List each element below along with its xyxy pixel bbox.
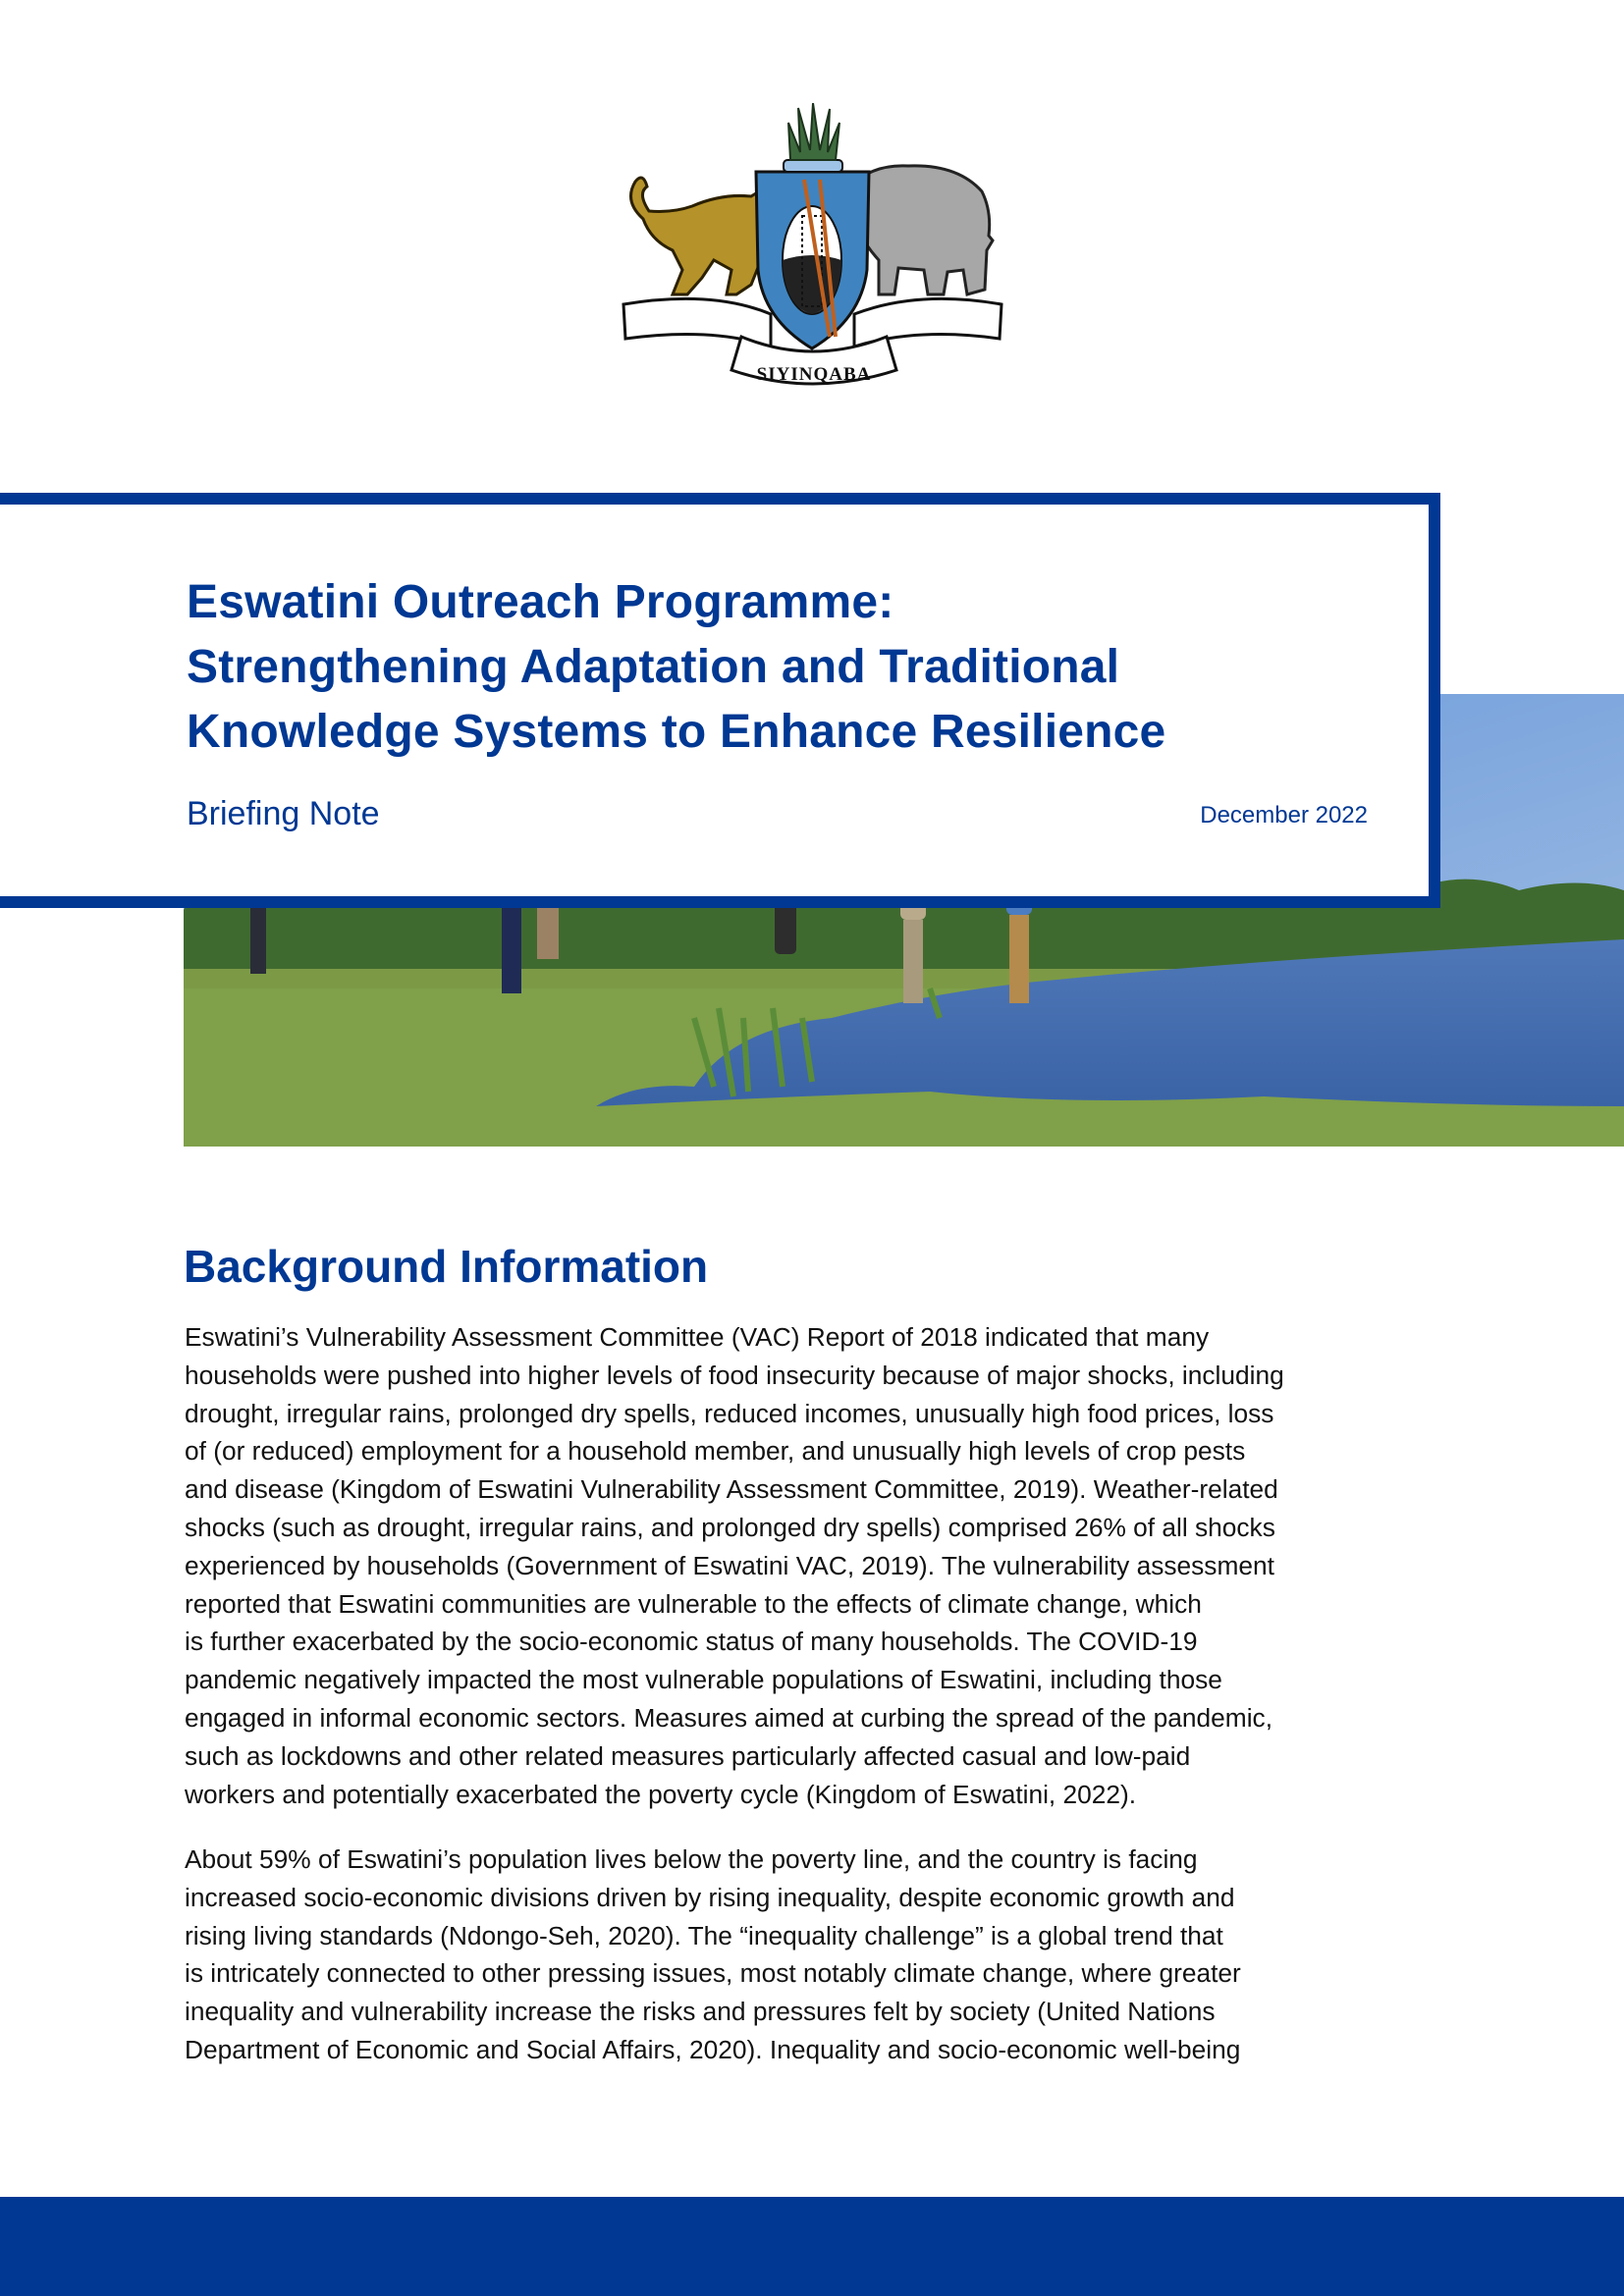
- title-box: [0, 493, 1440, 908]
- text-line: Department of Economic and Social Affairs, 2020). Inequality and socio-economic well-being: [185, 2034, 1241, 2064]
- text-line: Eswatini’s Vulnerability Assessment Committee (VAC) Report of 2018 indicated that many: [185, 1322, 1210, 1352]
- text-line: experienced by households (Government of Eswatini VAC, 2019). The vulnerability assessment: [185, 1550, 1274, 1580]
- text-line: inequality and vulnerability increase the risks and pressures felt by society (United Nations: [185, 1997, 1216, 2027]
- text-line: drought, irregular rains, prolonged dry spells, reduced incomes, unusually high food prices, loss: [185, 1398, 1274, 1428]
- body-paragraph: [185, 1841, 1451, 2069]
- coat-of-arms-emblem: [604, 103, 1021, 398]
- text-line: and disease (Kingdom of Eswatini Vulnerability Assessment Committee, 2019). Weather-related: [185, 1474, 1278, 1505]
- section-heading: Background Information: [184, 1241, 709, 1292]
- document-title: [187, 570, 1394, 765]
- text-line: rising living standards (Ndongo-Seh, 2020). The “inequality challenge” is a global trend that: [185, 1920, 1223, 1950]
- shield-icon: [756, 172, 869, 348]
- text-line: of (or reduced) employment for a household member, and unusually high levels of crop pests: [185, 1436, 1246, 1467]
- text-line: engaged in informal economic sectors. Measures aimed at curbing the spread of the pandemic,: [185, 1702, 1273, 1733]
- title-line: Strengthening Adaptation and Traditional: [187, 641, 1120, 693]
- text-line: is further exacerbated by the socio-economic status of many households. The COVID-19: [185, 1627, 1198, 1657]
- title-line: Eswatini Outreach Programme:: [187, 576, 894, 628]
- text-line: pandemic negatively impacted the most vulnerable populations of Eswatini, including those: [185, 1665, 1222, 1695]
- document-type: Briefing Note: [187, 795, 380, 832]
- publication-date: December 2022: [1200, 802, 1368, 828]
- text-line: reported that Eswatini communities are vulnerable to the effects of climate change, which: [185, 1588, 1202, 1619]
- svg-text:SIYINQABA: SIYINQABA: [756, 364, 872, 385]
- text-line: such as lockdowns and other related measures particularly affected casual and low-paid: [185, 1740, 1191, 1771]
- text-line: increased socio-economic divisions driven by rising inequality, despite economic growth and: [185, 1882, 1235, 1912]
- coat-of-arms-icon: [604, 103, 1021, 398]
- footer-band: [0, 2197, 1624, 2296]
- text-line: shocks (such as drought, irregular rains, and prolonged dry spells) comprised 26% of all shocks: [185, 1512, 1275, 1542]
- text-line: households were pushed into higher levels of food insecurity because of major shocks, including: [185, 1360, 1284, 1390]
- text-line: is intricately connected to other pressing issues, most notably climate change, where greater: [185, 1958, 1241, 1989]
- title-line: Knowledge Systems to Enhance Resilience: [187, 706, 1166, 758]
- body-paragraph: [185, 1318, 1451, 1813]
- text-line: workers and potentially exacerbated the poverty cycle (Kingdom of Eswatini, 2022).: [185, 1779, 1137, 1809]
- plume-icon: [784, 103, 842, 172]
- text-line: About 59% of Eswatini’s population lives below the poverty line, and the country is facing: [185, 1844, 1198, 1874]
